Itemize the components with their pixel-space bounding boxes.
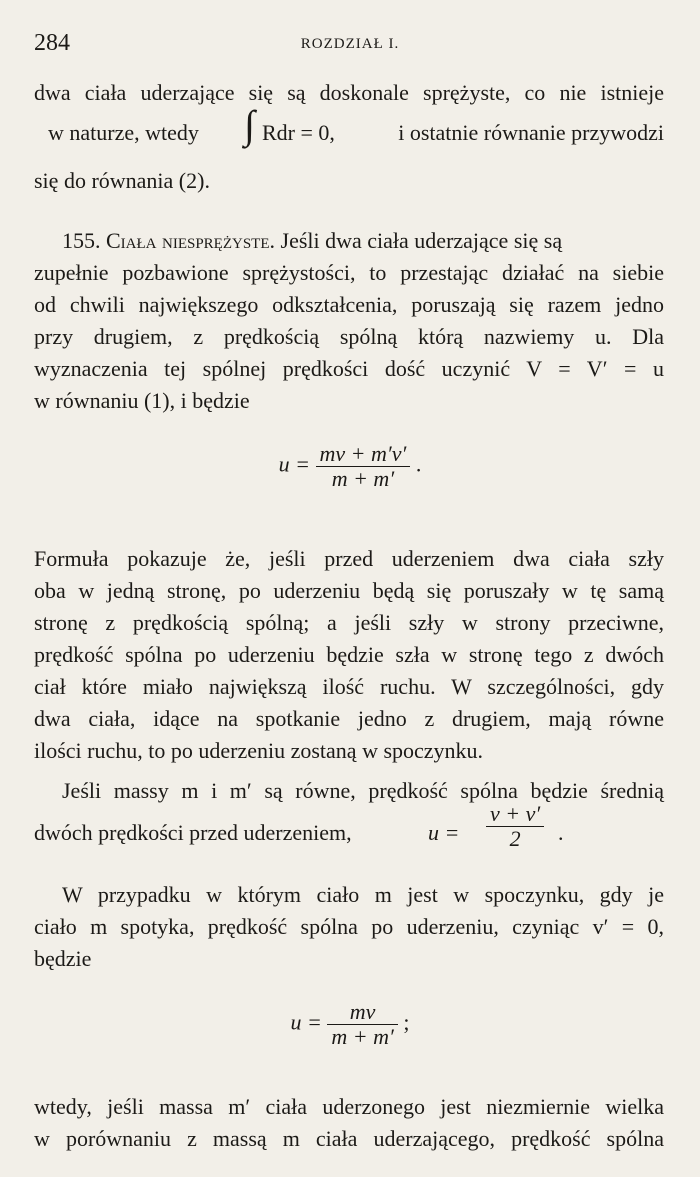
text-fragment: i ostatnie równanie przywodzi	[398, 120, 664, 145]
fraction-denominator: m + m′	[331, 466, 395, 491]
text-fragment: Jeśli dwa ciała uderzające się są	[280, 228, 563, 253]
fraction-denominator: 2	[509, 826, 521, 851]
section-number: 155.	[62, 228, 101, 253]
fraction	[327, 1000, 397, 1049]
text-line	[34, 544, 664, 574]
text-line: zupełnie pozbawione sprężystości, to przestając działać na siebie	[34, 260, 664, 285]
text-line: stronę z prędkością spólną; a jeśli szły w strony przeciwne,	[34, 610, 664, 635]
text-line: w równaniu (1), i będzie	[34, 388, 250, 413]
text-line: przy drugiem, z prędkością spólną którą nazwiemy u. Dla	[34, 324, 664, 349]
text-line: prędkość spólna po uderzeniu będzie szła w stronę tego z dwóch	[34, 642, 664, 667]
text-line: ciał które miało największą ilość ruchu. W szczególności, gdy	[34, 674, 664, 699]
text-line: się do równania (2).	[34, 168, 210, 193]
text-line: wyznaczenia tej spólnej prędkości dość uczynić V = V′ = u	[34, 356, 664, 381]
equation-punct: .	[558, 820, 564, 845]
text-fragment: Formuła pokazuje że, jeśli przed uderzeniem dwa ciała szły	[34, 546, 664, 571]
page-number: 284	[34, 30, 70, 56]
text-line: od chwili największego odkształcenia, poruszają się razem jedno	[34, 292, 664, 317]
running-title: ROZDZIAŁ I.	[300, 36, 400, 52]
section-155-first-line	[62, 226, 664, 256]
equation-lhs: u =	[278, 451, 311, 477]
text-line: Jeśli massy m i m′ są równe, prędkość spólna będzie średnią	[62, 778, 664, 803]
text-line: ilości ruchu, to po uderzeniu zostaną w spoczynku.	[34, 738, 484, 763]
text-line: ciało m spotyka, prędkość spólna po uderzeniu, czyniąc v′ = 0,	[34, 914, 664, 939]
fraction	[486, 802, 544, 851]
integral-expression: Rdr = 0,	[262, 120, 335, 145]
equation-lhs: u =	[428, 820, 460, 845]
integral-sign-icon: ∫	[244, 102, 255, 147]
equation-lhs: u =	[290, 1009, 322, 1035]
fraction-numerator: mv	[327, 1000, 397, 1025]
equation-1	[0, 442, 700, 491]
fraction-numerator: mv + m′v′	[316, 442, 411, 467]
section-title: Ciała niesprężyste.	[106, 228, 276, 253]
fraction	[316, 442, 411, 491]
equation-3	[0, 1000, 700, 1049]
text-line: w porównaniu z massą m ciała uderzającego, prędkość spólna	[34, 1126, 664, 1151]
text-fragment: w naturze, wtedy	[48, 120, 199, 145]
text-line: dwa ciała uderzające się są doskonale sprężyste, co nie istnieje	[34, 80, 664, 105]
text-line: będzie	[34, 946, 92, 971]
page-header	[34, 30, 666, 60]
text-line: W przypadku w którym ciało m jest w spoczynku, gdy je	[62, 882, 664, 907]
fraction-numerator: v + v′	[486, 802, 544, 827]
text-line: wtedy, jeśli massa m′ ciała uderzonego jest niezmiernie wielka	[34, 1094, 664, 1119]
equation-punct: ;	[403, 1009, 410, 1035]
fraction-denominator: m + m′	[331, 1024, 394, 1049]
text-line: oba w jedną stronę, po uderzeniu będą się poruszały w tę samą	[34, 578, 664, 603]
text-fragment: dwóch prędkości przed uderzeniem,	[34, 820, 352, 845]
text-line: dwa ciała, idące na spotkanie jedno z drugiem, mają równe	[34, 706, 664, 731]
equation-punct: .	[415, 451, 422, 477]
